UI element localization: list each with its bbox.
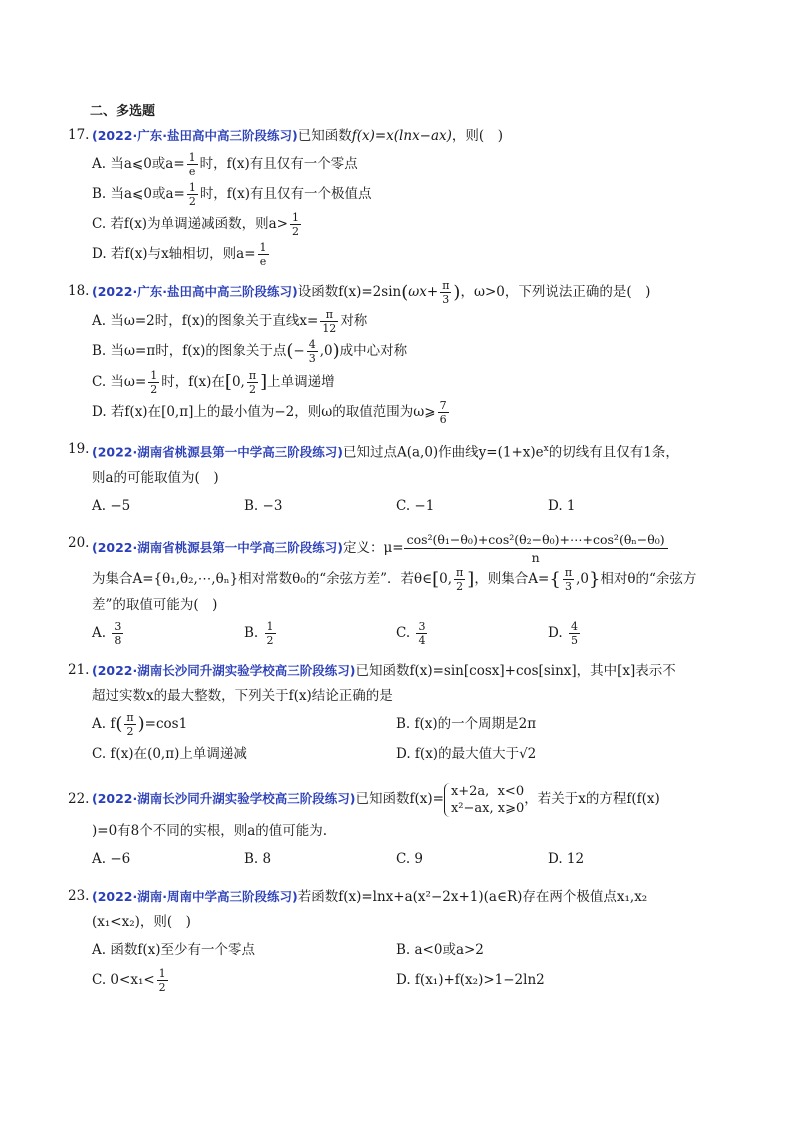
option-a: A. $\frac{3}{8}$	[92, 619, 122, 647]
section-title: 二、多选题	[90, 104, 156, 119]
option-c: C. 9	[396, 851, 424, 867]
question-source: (2022·广东·盐田高中高三阶段练习)	[92, 128, 298, 143]
piecewise-function: x+2a, x<0 x²−ax, x⩾0	[444, 783, 524, 817]
question-source: (2022·湖南省桃源县第一中学高三阶段练习)	[92, 539, 343, 555]
question-19: 19. (2022·湖南省桃源县第一中学高三阶段练习)已知过点A(a,0)作曲线$y=(1+x)e^x$的切线有且仅有1条， 则a的可能取值为( ) A. −5 B. −3 C. −1 D. 1	[92, 437, 732, 521]
question-17	[68, 123, 732, 269]
option-a: A. 当ω=2时，f(x)的图象关于直线x= $\frac{\pi}{12}$ 对称	[92, 308, 368, 335]
option-d: D. 若f(x)与x轴相切，则a= $\frac{1}{e}$	[92, 241, 267, 268]
question-source: (2022·湖南长沙同升湖实验学校高三阶段练习)	[92, 662, 356, 678]
question-stem: 22. (2022·湖南长沙同升湖实验学校高三阶段练习)已知函数f(x)= x+2a, x<0 x²−ax, x⩾0 ，若关于x的方程f(f(x)	[68, 783, 660, 816]
page	[68, 100, 732, 1005]
question-stem: 21. (2022·湖南长沙同升湖实验学校高三阶段练习)已知函数f(x)=sin[cosx]+cos[sinx]，其中[x]表示不	[68, 661, 676, 679]
question-stem: 23. (2022·湖南·周南中学高三阶段练习)若函数f(x)=lnx+a(x²−2x+1)(a∈R)存在两个极值点x₁,x₂	[68, 888, 648, 905]
question-source: (2022·湖南·周南中学高三阶段练习)	[92, 889, 298, 904]
question-18	[68, 279, 732, 427]
question-source: (2022·湖南长沙同升湖实验学校高三阶段练习)	[92, 791, 356, 806]
option-c: C. 0<x₁< $\frac{1}{2}$	[92, 967, 166, 994]
question-stem: 17. (2022·广东·盐田高中高三阶段练习)已知函数f(x)=x(lnx−ax)，则( )	[68, 127, 503, 144]
option-a: A. f( $\frac{\pi}{2}$ )=cos1	[92, 710, 188, 738]
option-b: B. $\frac{1}{2}$	[244, 619, 274, 647]
option-d: D. 若f(x)在[0,π]上的最小值为−2，则ω的取值范围为ω⩾ $\frac{7}{6}$	[92, 399, 447, 426]
option-d: D. 1	[548, 497, 576, 514]
option-c: C. 当ω= $\frac{1}{2}$ 时，f(x)在[0, $\frac{\pi}{2}$ ]上单调递增	[92, 368, 335, 396]
options	[92, 844, 732, 874]
question-stem: 20. (2022·湖南省桃源县第一中学高三阶段练习)定义：μ= $\frac{\text{cos²(θ₁−θ₀)+cos²(θ₂−θ₀)+⋯+cos²(θₙ−θ₀)}}{n}$	[92, 531, 732, 566]
option-d: D. 12	[548, 851, 585, 867]
mu-fraction: $\frac{\text{cos²(θ₁−θ₀)+cos²(θ₂−θ₀)+⋯+cos²(θₙ−θ₀)}}{n}$	[404, 531, 668, 566]
option-b: B. 当a⩽0或a= $\frac{1}{2}$ 时，f(x)有且仅有一个极值点	[92, 181, 372, 208]
option-c: C. $\frac{3}{4}$	[396, 619, 426, 647]
option-b: B. f(x)的一个周期是2π	[396, 715, 537, 732]
options	[92, 491, 732, 521]
question-source: (2022·湖南省桃源县第一中学高三阶段练习)	[92, 444, 343, 460]
option-c: C. −1	[396, 497, 435, 514]
question-stem: 18. (2022·广东·盐田高中高三阶段练习)设函数f(x)=2sin(ωx+ $\frac{\pi}{3}$ )，ω>0，下列说法正确的是( )	[68, 279, 651, 306]
option-b: B. a<0或a>2	[396, 942, 484, 958]
question-21: 21. (2022·湖南长沙同升湖实验学校高三阶段练习)已知函数f(x)=sin[cosx]+cos[sinx]，其中[x]表示不 超过实数x的最大整数，下列关于f(x)结论正确的是 A. f( $\frac{\pi}{2}$ )=cos1 B. f(x)的一个周期是2π C. f(x)在(0,π)上单调递减 D. f(x)的最大值大于√2	[92, 658, 732, 770]
option-a: A. 当a⩽0或a= $\frac{1}{e}$ 时，f(x)有且仅有一个零点	[92, 151, 358, 178]
option-a: A. −5	[92, 497, 131, 514]
options	[92, 618, 732, 648]
question-22: 22. (2022·湖南长沙同升湖实验学校高三阶段练习)已知函数f(x)= x+2a, x<0 x²−ax, x⩾0 ，若关于x的方程f(f(x) )=0有8个不同的实根，则a的值可能为. A. −6 B. 8 C. 9 D. 12	[92, 779, 732, 874]
option-a: A. −6	[92, 851, 131, 867]
option-b: B. 8	[244, 851, 272, 867]
question-stem: 19. (2022·湖南省桃源县第一中学高三阶段练习)已知过点A(a,0)作曲线$y=(1+x)e^x$的切线有且仅有1条，	[68, 441, 679, 461]
option-d: D. $\frac{4}{5}$	[548, 619, 578, 647]
question-20: 20. (2022·湖南省桃源县第一中学高三阶段练习)定义：μ= $\frac{\text{cos²(θ₁−θ₀)+cos²(θ₂−θ₀)+⋯+cos²(θₙ−θ₀)}}{n}$ 为集合A={θ₁,θ₂,⋯,θₙ}相对常数θ₀的“余弦方差”．若θ∈[0, $\frac{\pi}{2}$ ]，则集合A={ $\frac{\pi}{3}$ ,0}相对θ的“余弦方 差”的取值可能为( ) A. $\frac{3}{8}$ B. $\frac{1}{2}$ C. $\frac{3}{4}$ D. $\frac{4}{5}$	[92, 531, 732, 648]
question-23: 23. (2022·湖南·周南中学高三阶段练习)若函数f(x)=lnx+a(x²−2x+1)(a∈R)存在两个极值点x₁,x₂ (x₁<x₂)，则( ) A. 函数f(x)至少有一个零点 B. a<0或a>2 C. 0<x₁< $\frac{1}{2}$ D. f(x₁)+f(x₂)>1−2ln2	[92, 884, 732, 995]
option-b: B. 当ω=π时，f(x)的图象关于点(− $\frac{4}{3}$ ,0)成中心对称	[92, 338, 408, 365]
option-c: C. f(x)在(0,π)上单调递减	[92, 746, 247, 762]
question-source: (2022·广东·盐田高中高三阶段练习)	[92, 284, 298, 299]
option-a: A. 函数f(x)至少有一个零点	[92, 942, 255, 958]
option-c: C. 若f(x)为单调递减函数，则a> $\frac{1}{2}$	[92, 211, 299, 238]
option-d: D. f(x)的最大值大于√2	[396, 746, 537, 762]
option-b: B. −3	[244, 497, 283, 514]
option-d: D. f(x₁)+f(x₂)>1−2ln2	[396, 972, 545, 988]
